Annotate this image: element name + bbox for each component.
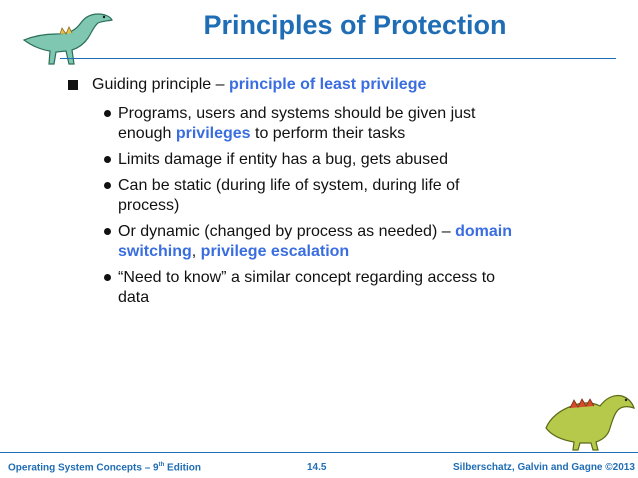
bullet-dot-icon xyxy=(104,182,111,189)
sub-bullet-5-line-1: “Need to know” a similar concept regarding access to xyxy=(118,269,496,286)
sub-bullet-1-text-end: to perform their tasks xyxy=(250,125,406,142)
sub-bullet-4-text: Or dynamic (changed by process as needed) – xyxy=(118,223,456,240)
sub-bullet-3-line-1: Can be static (during life of system, during life of xyxy=(118,177,460,194)
sub-bullet-1-line-2 xyxy=(118,124,405,144)
main-bullet-text xyxy=(92,75,426,95)
footer-book-title xyxy=(8,462,201,473)
title-divider xyxy=(60,58,616,59)
footer-book-title-text: Operating System Concepts – 9 xyxy=(8,462,159,474)
sub-bullet-4-highlight-switching: switching xyxy=(118,243,192,260)
footer-page-number: 14.5 xyxy=(307,462,327,473)
sub-bullet-4-line-1 xyxy=(118,222,512,242)
sub-bullet-4-highlight-domain: domain xyxy=(455,223,512,240)
dinosaur-icon xyxy=(540,388,638,452)
bullet-dot-icon xyxy=(104,156,111,163)
main-bullet-label: Guiding principle – xyxy=(92,76,229,93)
bullet-dot-icon xyxy=(104,274,111,281)
sub-bullet-1-highlight: privileges xyxy=(175,125,251,142)
slide-title: Principles of Protection xyxy=(203,10,507,40)
sub-bullet-4-highlight-escalation: privilege escalation xyxy=(200,243,350,260)
sub-bullet-1-text: enough xyxy=(118,125,176,142)
footer-copyright: Silberschatz, Galvin and Gagne ©2013 xyxy=(453,462,635,473)
square-bullet-icon xyxy=(68,80,78,90)
bullet-dot-icon xyxy=(104,110,111,117)
sub-bullet-4-line-2 xyxy=(118,242,349,262)
bullet-dot-icon xyxy=(104,228,111,235)
footer-divider xyxy=(0,452,638,453)
sub-bullet-5-line-2: data xyxy=(118,289,150,306)
sub-bullet-4-separator: , xyxy=(191,243,201,260)
footer-book-title-end: Edition xyxy=(164,462,201,474)
sub-bullet-2-line-1: Limits damage if entity has a bug, gets abused xyxy=(118,151,448,168)
sub-bullet-3-line-2: process) xyxy=(118,197,180,214)
footer-edition-superscript: th xyxy=(158,462,165,468)
main-bullet-highlight: principle of least privilege xyxy=(228,76,427,93)
sub-bullet-1-line-1: Programs, users and systems should be given just xyxy=(118,105,476,122)
